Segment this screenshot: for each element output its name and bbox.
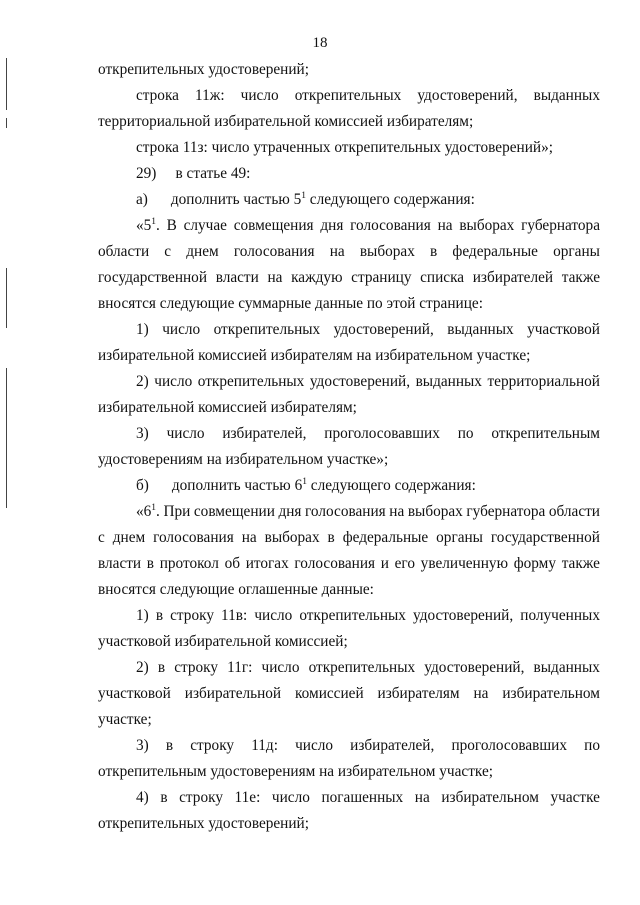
text-line bbox=[136, 86, 600, 106]
word: «$6^1$. bbox=[136, 502, 160, 520]
scan-margin-line bbox=[6, 118, 7, 128]
word: страницу bbox=[351, 269, 412, 286]
word: число bbox=[271, 789, 310, 806]
word: удостоверений, bbox=[413, 607, 514, 624]
word: избирателей bbox=[472, 269, 554, 286]
word: каждую bbox=[291, 269, 343, 286]
word: число bbox=[166, 425, 205, 442]
text-line bbox=[98, 528, 600, 548]
word: в bbox=[146, 555, 155, 572]
word: дня bbox=[320, 217, 344, 234]
word: на bbox=[329, 243, 345, 260]
word: с bbox=[164, 243, 172, 260]
word: выборах bbox=[459, 217, 515, 234]
word: протокол bbox=[159, 555, 219, 572]
text-line: а) дополнить частью $5^1$ следующего содержания: bbox=[136, 190, 475, 208]
text-line: 29) в статье 49: bbox=[136, 165, 251, 182]
word: также bbox=[561, 269, 600, 286]
text-line: удостоверениям на избирательном участке»; bbox=[98, 451, 389, 468]
word: в bbox=[430, 243, 438, 260]
scan-margin-line bbox=[6, 58, 7, 110]
word: открепительных bbox=[213, 321, 321, 338]
word: в bbox=[165, 737, 174, 754]
word: 4) bbox=[136, 789, 149, 806]
word: комиссией bbox=[295, 685, 364, 702]
word: государственной bbox=[490, 529, 600, 546]
word: строку bbox=[170, 607, 214, 624]
word: 1) bbox=[136, 321, 149, 338]
word: выданных bbox=[447, 321, 514, 338]
word: выданных bbox=[533, 87, 600, 104]
text-line bbox=[98, 268, 600, 288]
word: выборах bbox=[407, 503, 463, 520]
word: территориальной bbox=[487, 373, 600, 390]
word: губернатора bbox=[466, 503, 546, 520]
word: открепительных bbox=[299, 607, 406, 624]
word: об bbox=[224, 555, 240, 572]
word: число bbox=[162, 321, 201, 338]
word: 3) bbox=[136, 737, 149, 754]
text-line: избирательной комиссией избирателям; bbox=[98, 399, 357, 416]
word: участковой bbox=[527, 321, 600, 338]
word: государственной bbox=[98, 269, 208, 286]
word: на bbox=[437, 217, 453, 234]
word: на bbox=[473, 685, 489, 702]
word: списка bbox=[420, 269, 465, 286]
word: число bbox=[261, 659, 300, 676]
word: строку bbox=[174, 659, 219, 676]
word: днем bbox=[186, 243, 219, 260]
word: федеральные bbox=[452, 243, 538, 260]
word: в bbox=[155, 607, 164, 624]
word: с bbox=[98, 529, 105, 546]
word: 11ж: bbox=[195, 87, 225, 104]
word: голосования bbox=[153, 529, 234, 546]
text-line bbox=[136, 216, 600, 236]
word: строка bbox=[136, 87, 179, 104]
word: строку bbox=[190, 737, 235, 754]
word: В bbox=[166, 217, 177, 234]
text-line: открепительных удостоверений; bbox=[98, 61, 309, 78]
word: число bbox=[240, 87, 279, 104]
text-line: участковой избирательной комиссией; bbox=[98, 633, 348, 650]
word: в bbox=[327, 529, 335, 546]
text-line bbox=[136, 372, 600, 392]
word: его bbox=[394, 555, 415, 572]
word: избирательной bbox=[184, 685, 282, 702]
word: открепительных bbox=[197, 373, 305, 390]
word: голосования bbox=[305, 503, 386, 520]
word: итогах bbox=[245, 555, 289, 572]
word: совмещения bbox=[233, 217, 314, 234]
word: на bbox=[241, 529, 257, 546]
word: число bbox=[154, 373, 193, 390]
text-line bbox=[136, 424, 600, 444]
word: органы bbox=[553, 243, 600, 260]
word: избирателей, bbox=[350, 737, 435, 754]
word: избирателям bbox=[377, 685, 460, 702]
text-line bbox=[98, 684, 600, 704]
word: открепительным bbox=[491, 425, 600, 442]
word: голосования bbox=[233, 243, 315, 260]
word: выборах bbox=[264, 529, 320, 546]
word: увеличенную bbox=[420, 555, 508, 572]
word: днем bbox=[112, 529, 146, 546]
text-line bbox=[98, 554, 600, 574]
text-line bbox=[136, 788, 600, 808]
word: на bbox=[389, 503, 405, 520]
word: 2) bbox=[136, 373, 149, 390]
text-line: б) дополнить частью $6^1$ следующего содержания: bbox=[136, 476, 476, 494]
word: по bbox=[457, 425, 474, 442]
word: власти bbox=[98, 555, 142, 572]
word: также bbox=[561, 555, 600, 572]
scan-margin-line bbox=[6, 368, 7, 508]
word: выборах bbox=[359, 243, 415, 260]
text-line: вносятся следующие суммарные данные по этой странице: bbox=[98, 295, 483, 312]
text-line: открепительных удостоверений; bbox=[98, 815, 309, 832]
word: дня bbox=[278, 503, 302, 520]
word: области bbox=[548, 503, 600, 520]
word: «$5^1$. bbox=[136, 216, 160, 234]
word: число bbox=[254, 607, 293, 624]
word: открепительных bbox=[308, 659, 416, 676]
word: проголосовавших bbox=[451, 737, 568, 754]
word: губернатора bbox=[521, 217, 600, 234]
text-line: открепительным удостоверениям на избирательном участке; bbox=[98, 763, 493, 780]
word: в bbox=[157, 659, 166, 676]
word: погашенных bbox=[321, 789, 404, 806]
word: избирательном bbox=[502, 685, 600, 702]
word: органы bbox=[436, 529, 483, 546]
word: удостоверений, bbox=[417, 87, 518, 104]
text-line: территориальной избирательной комиссией избирателям; bbox=[98, 113, 474, 130]
word: области bbox=[98, 243, 150, 260]
word: форму bbox=[513, 555, 556, 572]
word: 11г: bbox=[227, 659, 253, 676]
word: удостоверений, bbox=[309, 373, 411, 390]
text-line bbox=[136, 320, 600, 340]
word: избирателей, bbox=[222, 425, 307, 442]
text-line: избирательной комиссией избирателям на избирательном участке; bbox=[98, 347, 531, 364]
text-line: вносятся следующие оглашенные данные: bbox=[98, 581, 374, 598]
text-line: участке; bbox=[98, 711, 152, 728]
word: избирательном bbox=[441, 789, 539, 806]
word: удостоверений, bbox=[333, 321, 434, 338]
text-line bbox=[98, 242, 600, 262]
text-line bbox=[136, 736, 600, 756]
word: выданных bbox=[415, 373, 482, 390]
scan-margin-line bbox=[6, 268, 7, 328]
word: проголосовавших bbox=[324, 425, 440, 442]
word: на bbox=[267, 269, 283, 286]
word: строку bbox=[179, 789, 223, 806]
word: случае bbox=[183, 217, 227, 234]
word: При bbox=[163, 503, 191, 520]
word: 11д: bbox=[251, 737, 278, 754]
word: голосования bbox=[350, 217, 431, 234]
word: и bbox=[380, 555, 389, 572]
text-line bbox=[136, 502, 600, 522]
word: 2) bbox=[136, 659, 149, 676]
word: власти bbox=[215, 269, 259, 286]
word: открепительных bbox=[294, 87, 402, 104]
word: совмещении bbox=[193, 503, 275, 520]
text-line bbox=[136, 606, 600, 626]
word: 1) bbox=[136, 607, 149, 624]
text-line bbox=[136, 658, 600, 678]
word: удостоверений, bbox=[424, 659, 525, 676]
word: участковой bbox=[98, 685, 171, 702]
word: на bbox=[414, 789, 430, 806]
word: 3) bbox=[136, 425, 149, 442]
word: в bbox=[160, 789, 168, 806]
word: полученных bbox=[520, 607, 600, 624]
word: 11е: bbox=[234, 789, 261, 806]
word: 11в: bbox=[221, 607, 248, 624]
word: федеральные bbox=[342, 529, 429, 546]
word: выданных bbox=[533, 659, 600, 676]
word: участке bbox=[550, 789, 600, 806]
word: по bbox=[584, 737, 600, 754]
page-number: 18 bbox=[312, 35, 328, 51]
text-line: строка 11з: число утраченных открепительных удостоверений»; bbox=[136, 139, 553, 156]
word: число bbox=[295, 737, 334, 754]
word: голосования bbox=[294, 555, 376, 572]
